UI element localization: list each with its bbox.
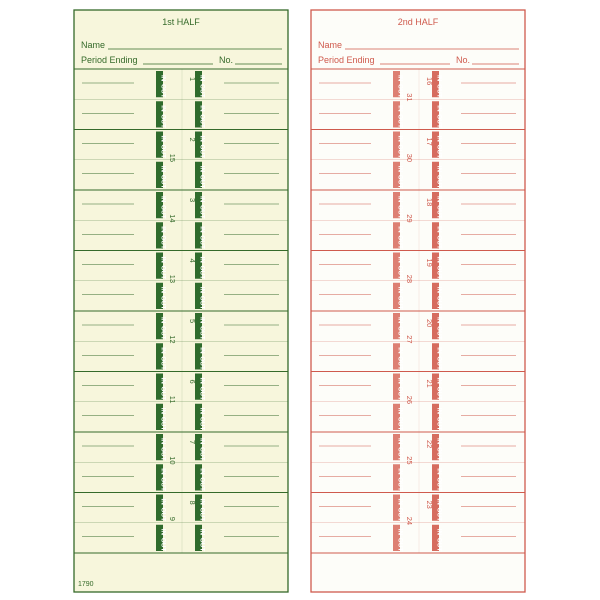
out-label: OUT xyxy=(435,507,443,522)
day-number: 14 xyxy=(168,214,177,223)
out-label: OUT xyxy=(159,84,167,98)
card-title: 2nd HALF xyxy=(397,17,439,27)
in-label: IN xyxy=(396,196,404,203)
day-number: 7 xyxy=(188,440,197,445)
card-title: 1st HALF xyxy=(162,17,200,27)
in-label: IN xyxy=(396,256,404,263)
out-label: OUT xyxy=(198,265,206,280)
out-label: OUT xyxy=(159,144,167,159)
in-label: IN xyxy=(396,347,404,354)
out-label: OUT xyxy=(435,537,443,552)
day-number: 5 xyxy=(188,319,197,324)
out-label: OUT xyxy=(198,507,206,522)
out-label: OUT xyxy=(198,326,206,340)
day-number: 30 xyxy=(405,153,414,163)
day-number: 28 xyxy=(405,274,414,284)
in-label: IN xyxy=(396,498,404,505)
period-ending-label: Period Ending xyxy=(81,55,138,65)
time-card-second-half xyxy=(311,10,525,592)
day-number: 10 xyxy=(168,456,177,465)
out-label: OUT xyxy=(396,537,404,552)
in-label: IN xyxy=(435,347,443,354)
in-label: IN xyxy=(198,347,206,354)
out-label: OUT xyxy=(198,537,206,552)
day-number: 4 xyxy=(188,258,197,263)
out-label: OUT xyxy=(435,326,443,340)
day-number: 8 xyxy=(188,500,197,505)
in-label: IN xyxy=(198,105,206,112)
day-number: 19 xyxy=(425,258,434,267)
in-label: IN xyxy=(198,226,206,233)
period-ending-label: Period Ending xyxy=(318,55,375,65)
out-label: OUT xyxy=(435,477,443,491)
out-label: OUT xyxy=(159,265,167,280)
in-label: IN xyxy=(198,377,206,384)
out-label: OUT xyxy=(198,416,206,431)
in-label: IN xyxy=(435,196,443,203)
out-label: OUT xyxy=(198,84,206,98)
in-label: IN xyxy=(435,256,443,263)
out-label: OUT xyxy=(159,386,167,401)
in-label: IN xyxy=(435,438,443,445)
in-label: IN xyxy=(435,468,443,475)
in-label: IN xyxy=(396,135,404,142)
in-label: IN xyxy=(435,317,443,324)
in-label: IN xyxy=(159,226,167,233)
out-label: OUT xyxy=(396,174,404,189)
out-label: OUT xyxy=(435,144,443,159)
in-label: IN xyxy=(435,75,443,82)
in-label: IN xyxy=(198,75,206,82)
in-label: IN xyxy=(159,407,167,415)
out-label: OUT xyxy=(435,386,443,401)
name-label: Name xyxy=(318,40,343,50)
in-label: IN xyxy=(198,165,206,173)
out-label: OUT xyxy=(198,144,206,159)
day-number: 25 xyxy=(405,456,414,465)
in-label: IN xyxy=(159,196,167,203)
out-label: OUT xyxy=(435,447,443,461)
in-label: IN xyxy=(198,528,206,536)
day-number: 18 xyxy=(425,198,434,207)
in-label: IN xyxy=(435,498,443,505)
day-number: 13 xyxy=(168,274,177,284)
day-number: 23 xyxy=(425,500,434,509)
in-label: IN xyxy=(159,528,167,536)
out-label: OUT xyxy=(198,356,206,370)
in-label: IN xyxy=(396,468,404,475)
in-label: IN xyxy=(435,135,443,142)
out-label: OUT xyxy=(396,295,404,310)
out-label: OUT xyxy=(396,205,404,219)
out-label: OUT xyxy=(435,114,443,128)
in-label: IN xyxy=(435,286,443,294)
out-label: OUT xyxy=(396,326,404,340)
in-label: IN xyxy=(435,226,443,233)
in-label: IN xyxy=(435,377,443,384)
in-label: IN xyxy=(198,256,206,263)
out-label: OUT xyxy=(396,386,404,401)
out-label: OUT xyxy=(435,265,443,280)
out-label: OUT xyxy=(396,447,404,461)
out-label: OUT xyxy=(198,114,206,128)
out-label: OUT xyxy=(159,326,167,340)
day-number: 26 xyxy=(405,395,414,405)
in-label: IN xyxy=(396,165,404,173)
out-label: OUT xyxy=(435,84,443,98)
in-label: IN xyxy=(198,468,206,475)
number-label: No. xyxy=(456,55,471,65)
out-label: OUT xyxy=(198,447,206,461)
out-label: OUT xyxy=(159,356,167,370)
in-label: IN xyxy=(435,407,443,415)
out-label: OUT xyxy=(435,205,443,219)
out-label: OUT xyxy=(435,416,443,431)
in-label: IN xyxy=(159,317,167,324)
out-label: OUT xyxy=(159,416,167,431)
in-label: IN xyxy=(435,105,443,112)
out-label: OUT xyxy=(198,295,206,310)
out-label: OUT xyxy=(396,235,404,249)
day-number: 24 xyxy=(405,516,414,526)
out-label: OUT xyxy=(396,477,404,491)
out-label: OUT xyxy=(435,295,443,310)
in-label: IN xyxy=(159,105,167,112)
in-label: IN xyxy=(396,407,404,415)
out-label: OUT xyxy=(435,174,443,189)
out-label: OUT xyxy=(198,174,206,189)
out-label: OUT xyxy=(159,174,167,189)
out-label: OUT xyxy=(396,356,404,370)
in-label: IN xyxy=(159,438,167,445)
out-label: OUT xyxy=(159,447,167,461)
in-label: IN xyxy=(396,226,404,233)
day-number: 21 xyxy=(425,379,434,388)
day-number: 12 xyxy=(168,335,177,344)
out-label: OUT xyxy=(396,114,404,128)
out-label: OUT xyxy=(159,295,167,310)
name-label: Name xyxy=(81,40,106,50)
out-label: OUT xyxy=(159,205,167,219)
out-label: OUT xyxy=(435,235,443,249)
in-label: IN xyxy=(396,528,404,536)
day-number: 20 xyxy=(425,319,434,328)
out-label: OUT xyxy=(396,84,404,98)
card-border xyxy=(311,10,525,592)
in-label: IN xyxy=(159,135,167,142)
out-label: OUT xyxy=(396,416,404,431)
number-label: No. xyxy=(219,55,234,65)
in-label: IN xyxy=(198,438,206,445)
in-label: IN xyxy=(198,498,206,505)
time-card-first-half xyxy=(74,10,288,592)
day-number: 2 xyxy=(188,137,197,142)
out-label: OUT xyxy=(198,477,206,491)
in-label: IN xyxy=(159,347,167,354)
in-label: IN xyxy=(159,498,167,505)
in-label: IN xyxy=(159,286,167,294)
in-label: IN xyxy=(159,468,167,475)
out-label: OUT xyxy=(396,507,404,522)
in-label: IN xyxy=(198,286,206,294)
form-number: 1790 xyxy=(78,581,94,588)
in-label: IN xyxy=(159,256,167,263)
day-number: 1 xyxy=(188,77,197,82)
out-label: OUT xyxy=(159,477,167,491)
day-number: 9 xyxy=(168,516,177,521)
day-number: 27 xyxy=(405,335,414,344)
in-label: IN xyxy=(159,377,167,384)
in-label: IN xyxy=(396,286,404,294)
in-label: IN xyxy=(435,528,443,536)
in-label: IN xyxy=(198,135,206,142)
day-number: 31 xyxy=(405,93,414,102)
day-number: 16 xyxy=(425,77,434,86)
out-label: OUT xyxy=(198,235,206,249)
day-number: 3 xyxy=(188,198,197,203)
day-number: 15 xyxy=(168,153,177,163)
day-number: 29 xyxy=(405,214,414,223)
out-label: OUT xyxy=(159,537,167,552)
in-label: IN xyxy=(396,317,404,324)
card-border xyxy=(74,10,288,592)
in-label: IN xyxy=(396,105,404,112)
in-label: IN xyxy=(435,165,443,173)
out-label: OUT xyxy=(396,265,404,280)
day-number: 6 xyxy=(188,379,197,384)
in-label: IN xyxy=(159,75,167,82)
out-label: OUT xyxy=(159,507,167,522)
out-label: OUT xyxy=(198,205,206,219)
day-number: 17 xyxy=(425,137,434,146)
out-label: OUT xyxy=(159,114,167,128)
day-number: 11 xyxy=(168,395,177,404)
out-label: OUT xyxy=(198,386,206,401)
in-label: IN xyxy=(159,165,167,173)
in-label: IN xyxy=(198,196,206,203)
day-number: 22 xyxy=(425,440,434,449)
out-label: OUT xyxy=(159,235,167,249)
in-label: IN xyxy=(198,317,206,324)
in-label: IN xyxy=(396,438,404,445)
in-label: IN xyxy=(396,75,404,82)
out-label: OUT xyxy=(435,356,443,370)
out-label: OUT xyxy=(396,144,404,159)
in-label: IN xyxy=(396,377,404,384)
in-label: IN xyxy=(198,407,206,415)
